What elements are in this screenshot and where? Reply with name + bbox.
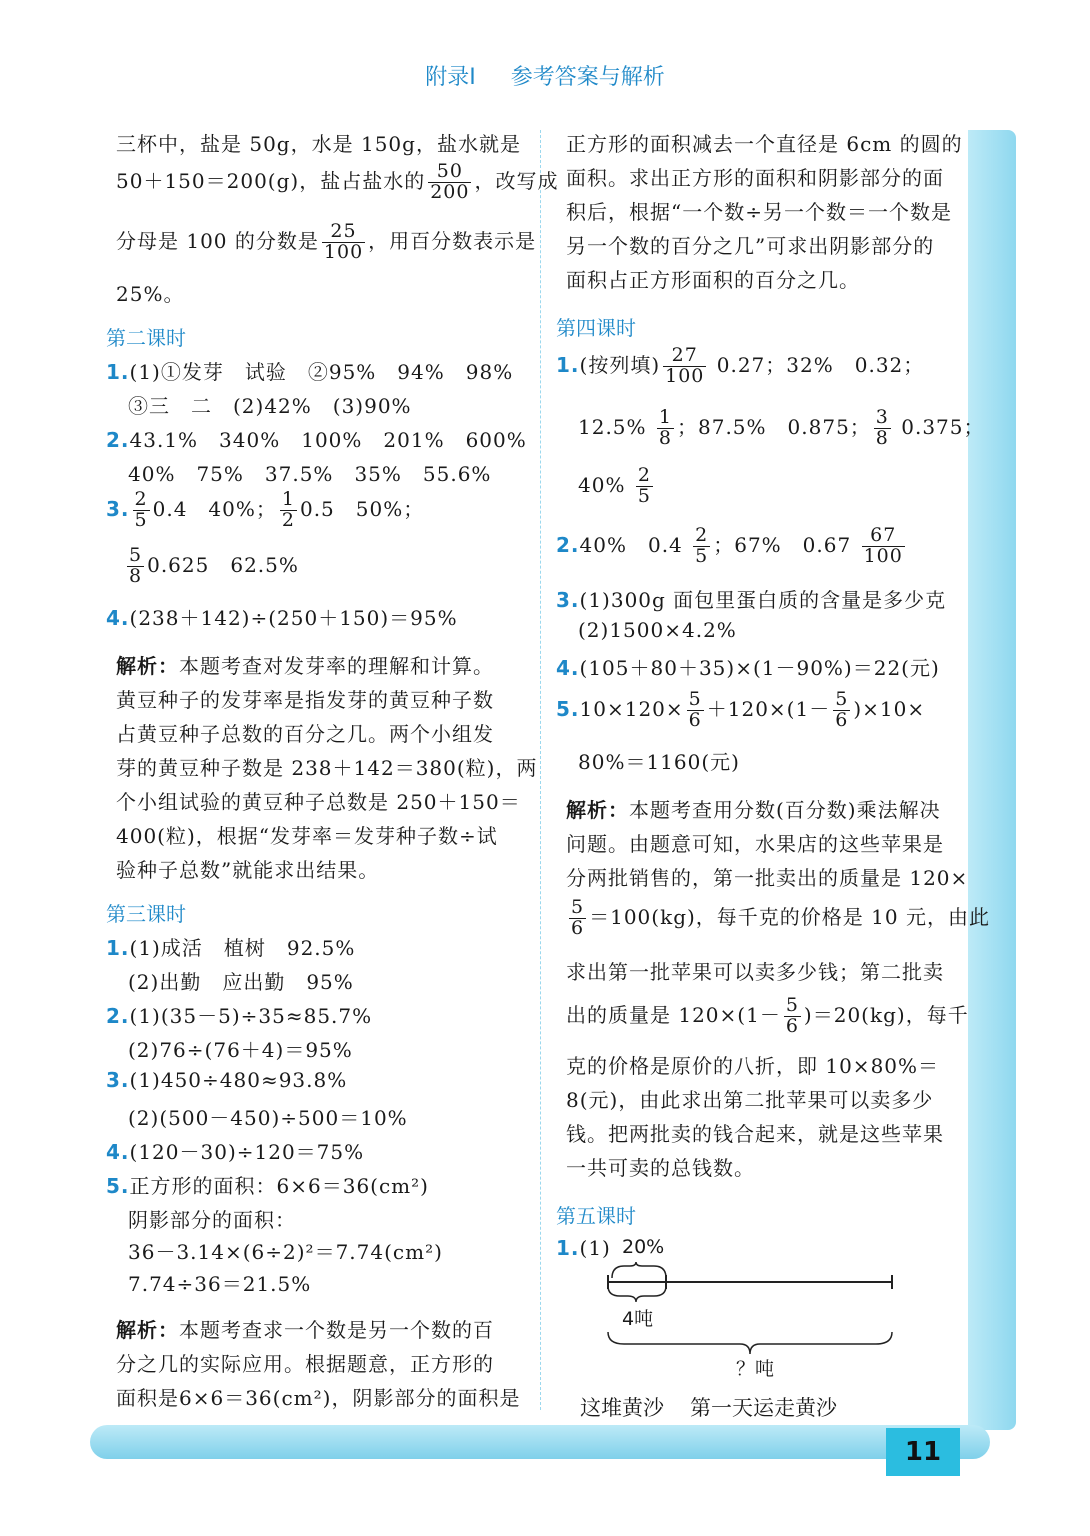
fraction: $\frac{67}{100}$ bbox=[863, 524, 903, 567]
analysis-line: 解析：本题考查对发芽率的理解和计算。 bbox=[116, 654, 494, 678]
answer-item: 4.(238＋142)÷(250＋150)＝95% bbox=[106, 606, 458, 630]
decorative-side-bar bbox=[968, 130, 1016, 1430]
fraction: $\frac{1}{8}$ bbox=[658, 406, 672, 449]
answer-item: (2)出勤 应出勤 95% bbox=[128, 970, 354, 994]
decorative-bottom-band bbox=[90, 1425, 990, 1459]
answer-item: $\frac{5}{8}$ 0.625 62.5% bbox=[129, 544, 299, 587]
fraction: $\frac{5}{6}$ bbox=[785, 994, 799, 1037]
answer-item: 80%＝1160(元) bbox=[578, 750, 740, 774]
answer-item: 3.(1)450÷480≈93.8% bbox=[106, 1068, 348, 1092]
fraction: $\frac{2}{5}$ bbox=[637, 464, 651, 507]
analysis-line: 解析：本题考查求一个数是另一个数的百 bbox=[116, 1318, 494, 1342]
answer-item: (2)1500×4.2% bbox=[578, 618, 737, 642]
analysis-line: 出的质量是 120×(1－ $\frac{5}{6}$ )＝20(kg)，每千 bbox=[566, 994, 969, 1037]
analysis-line: 个小组试验的黄豆种子总数是 250＋150＝ bbox=[116, 790, 521, 814]
fraction: $\frac{3}{8}$ bbox=[875, 406, 889, 449]
fraction: $\frac{25}{100}$ bbox=[323, 220, 364, 263]
fraction: $\frac{27}{100}$ bbox=[665, 344, 705, 387]
text-line: 正方形的面积减去一个直径是 6cm 的圆的 bbox=[566, 132, 963, 156]
answer-item: ③三 二 (2)42% (3)90% bbox=[128, 394, 412, 418]
fraction: $\frac{5}{8}$ bbox=[129, 544, 143, 587]
section-title: 第二课时 bbox=[106, 326, 186, 350]
analysis-line: 一共可卖的总钱数。 bbox=[566, 1156, 755, 1180]
large-bottom-brace bbox=[608, 1332, 892, 1354]
fraction: $\frac{5}{6}$ bbox=[688, 688, 702, 731]
section-title: 第三课时 bbox=[106, 902, 186, 926]
fraction: $\frac{2}{5}$ bbox=[695, 524, 709, 567]
top-brace bbox=[612, 1262, 666, 1278]
answer-item: 36－3.14×(6÷2)²＝7.74(cm²) bbox=[128, 1240, 443, 1264]
text-line: 25%。 bbox=[116, 282, 185, 306]
fraction: $\frac{5}{6}$ bbox=[571, 896, 585, 939]
answer-item: 5.正方形的面积：6×6＝36(cm²) bbox=[106, 1174, 429, 1198]
small-bottom-brace bbox=[608, 1286, 666, 1302]
diagram-caption-total: 这堆黄沙 bbox=[580, 1396, 664, 1420]
analysis-line: 占黄豆种子总数的百分之几。两个小组发 bbox=[116, 722, 494, 746]
text-line: 积后，根据“一个数÷另一个数＝一个数是 bbox=[566, 200, 952, 224]
answer-item: 1.(1) bbox=[556, 1236, 611, 1260]
fraction: $\frac{5}{6}$ bbox=[835, 688, 849, 731]
analysis-line: 分两批销售的，第一批卖出的质量是 120× bbox=[566, 866, 969, 890]
text-line: 另一个数的百分之几”可求出阴影部分的 bbox=[566, 234, 935, 258]
analysis-line: 芽的黄豆种子数是 238＋142＝380(粒)，两 bbox=[116, 756, 538, 780]
text-line: 50＋150＝200(g)，盐占盐水的 $\frac{50}{200}$ ，改写成 bbox=[116, 160, 559, 203]
text-line: 面积占正方形面积的百分之几。 bbox=[566, 268, 860, 292]
answer-item: 12.5% $\frac{1}{8}$ ；87.5% 0.875； $\frac{3}{8}$ 0.375； bbox=[578, 406, 985, 449]
diagram-unknown-label: ？吨 bbox=[736, 1358, 775, 1380]
section-title: 第四课时 bbox=[556, 316, 636, 340]
analysis-line: 8(元)，由此求出第二批苹果可以卖多少 bbox=[566, 1088, 934, 1112]
analysis-line: 克的价格是原价的八折，即 10×80%＝ bbox=[566, 1054, 940, 1078]
answer-item: 4.(120－30)÷120＝75% bbox=[106, 1140, 365, 1164]
analysis-line: 400(粒)，根据“发芽率＝发芽种子数÷试 bbox=[116, 824, 498, 848]
answer-item: 1.(1)①发芽 试验 ②95% 94% 98% bbox=[106, 360, 514, 384]
page-header bbox=[0, 60, 1090, 91]
answer-item: 40% $\frac{2}{5}$ bbox=[578, 464, 651, 507]
answer-item: 1.(按列填) $\frac{27}{100}$ 0.27；32% 0.32； bbox=[556, 344, 925, 387]
answer-item: 2.40% 0.4 $\frac{2}{5}$ ；67% 0.67 $\frac{67}{100}$ bbox=[556, 524, 903, 567]
column-divider bbox=[540, 130, 541, 1410]
answer-item: 阴影部分的面积： bbox=[128, 1208, 296, 1232]
fraction: $\frac{2}{5}$ bbox=[134, 488, 148, 531]
page-number: 11 bbox=[886, 1428, 960, 1476]
answer-item: 3. $\frac{2}{5}$ 0.4 40%； $\frac{1}{2}$ 0.5 50%； bbox=[106, 488, 425, 531]
diagram-tons-label: 4吨 bbox=[622, 1308, 654, 1330]
analysis-line: 分之几的实际应用。根据题意，正方形的 bbox=[116, 1352, 494, 1376]
answer-item: (2)76÷(76＋4)＝95% bbox=[128, 1038, 353, 1062]
fraction: $\frac{50}{200}$ bbox=[430, 160, 470, 203]
text-line: 分母是 100 的分数是 $\frac{25}{100}$ ，用百分数表示是 bbox=[116, 220, 537, 263]
answer-item: 40% 75% 37.5% 35% 55.6% bbox=[128, 462, 492, 486]
answer-item: 2.43.1% 340% 100% 201% 600% bbox=[106, 428, 527, 452]
header-title: 参考答案与解析 bbox=[510, 65, 665, 90]
analysis-line: 解析：本题考查用分数(百分数)乘法解决 bbox=[566, 798, 941, 822]
analysis-line: 求出第一批苹果可以卖多少钱；第二批卖 bbox=[566, 960, 944, 984]
answer-item: 3.(1)300g 面包里蛋白质的含量是多少克 bbox=[556, 588, 947, 612]
analysis-line: 验种子总数”就能求出结果。 bbox=[116, 858, 380, 882]
text-line: 面积。求出正方形的面积和阴影部分的面 bbox=[566, 166, 944, 190]
analysis-line: 钱。把两批卖的钱合起来，就是这些苹果 bbox=[566, 1122, 944, 1146]
answer-item: 4.(105＋80＋35)×(1－90%)＝22(元) bbox=[556, 656, 940, 680]
answer-item: 2.(1)(35－5)÷35≈85.7% bbox=[106, 1004, 373, 1028]
text-line: 三杯中，盐是 50g，水是 150g，盐水就是 bbox=[116, 132, 521, 156]
answer-item: 7.74÷36＝21.5% bbox=[128, 1272, 312, 1296]
answer-item: 1.(1)成活 植树 92.5% bbox=[106, 936, 356, 960]
analysis-line: 面积是6×6＝36(cm²)，阴影部分的面积是 bbox=[116, 1386, 521, 1410]
analysis-line: $\frac{5}{6}$ ＝100(kg)，每千克的价格是 10 元，由此 bbox=[571, 896, 990, 939]
fraction: $\frac{1}{2}$ bbox=[281, 488, 295, 531]
header-appendix: 附录Ⅰ bbox=[425, 65, 476, 90]
diagram-percent-label: 20% bbox=[622, 1236, 665, 1258]
answer-item: 5.10×120× $\frac{5}{6}$ ＋120×(1－ $\frac{5}{6}$ )×10× bbox=[556, 688, 926, 731]
diagram-caption-day1: 第一天运走黄沙 bbox=[690, 1396, 837, 1420]
analysis-line: 黄豆种子的发芽率是指发芽的黄豆种子数 bbox=[116, 688, 494, 712]
answer-item: (2)(500－450)÷500＝10% bbox=[128, 1106, 408, 1130]
analysis-line: 问题。由题意可知，水果店的这些苹果是 bbox=[566, 832, 944, 856]
section-title: 第五课时 bbox=[556, 1204, 636, 1228]
